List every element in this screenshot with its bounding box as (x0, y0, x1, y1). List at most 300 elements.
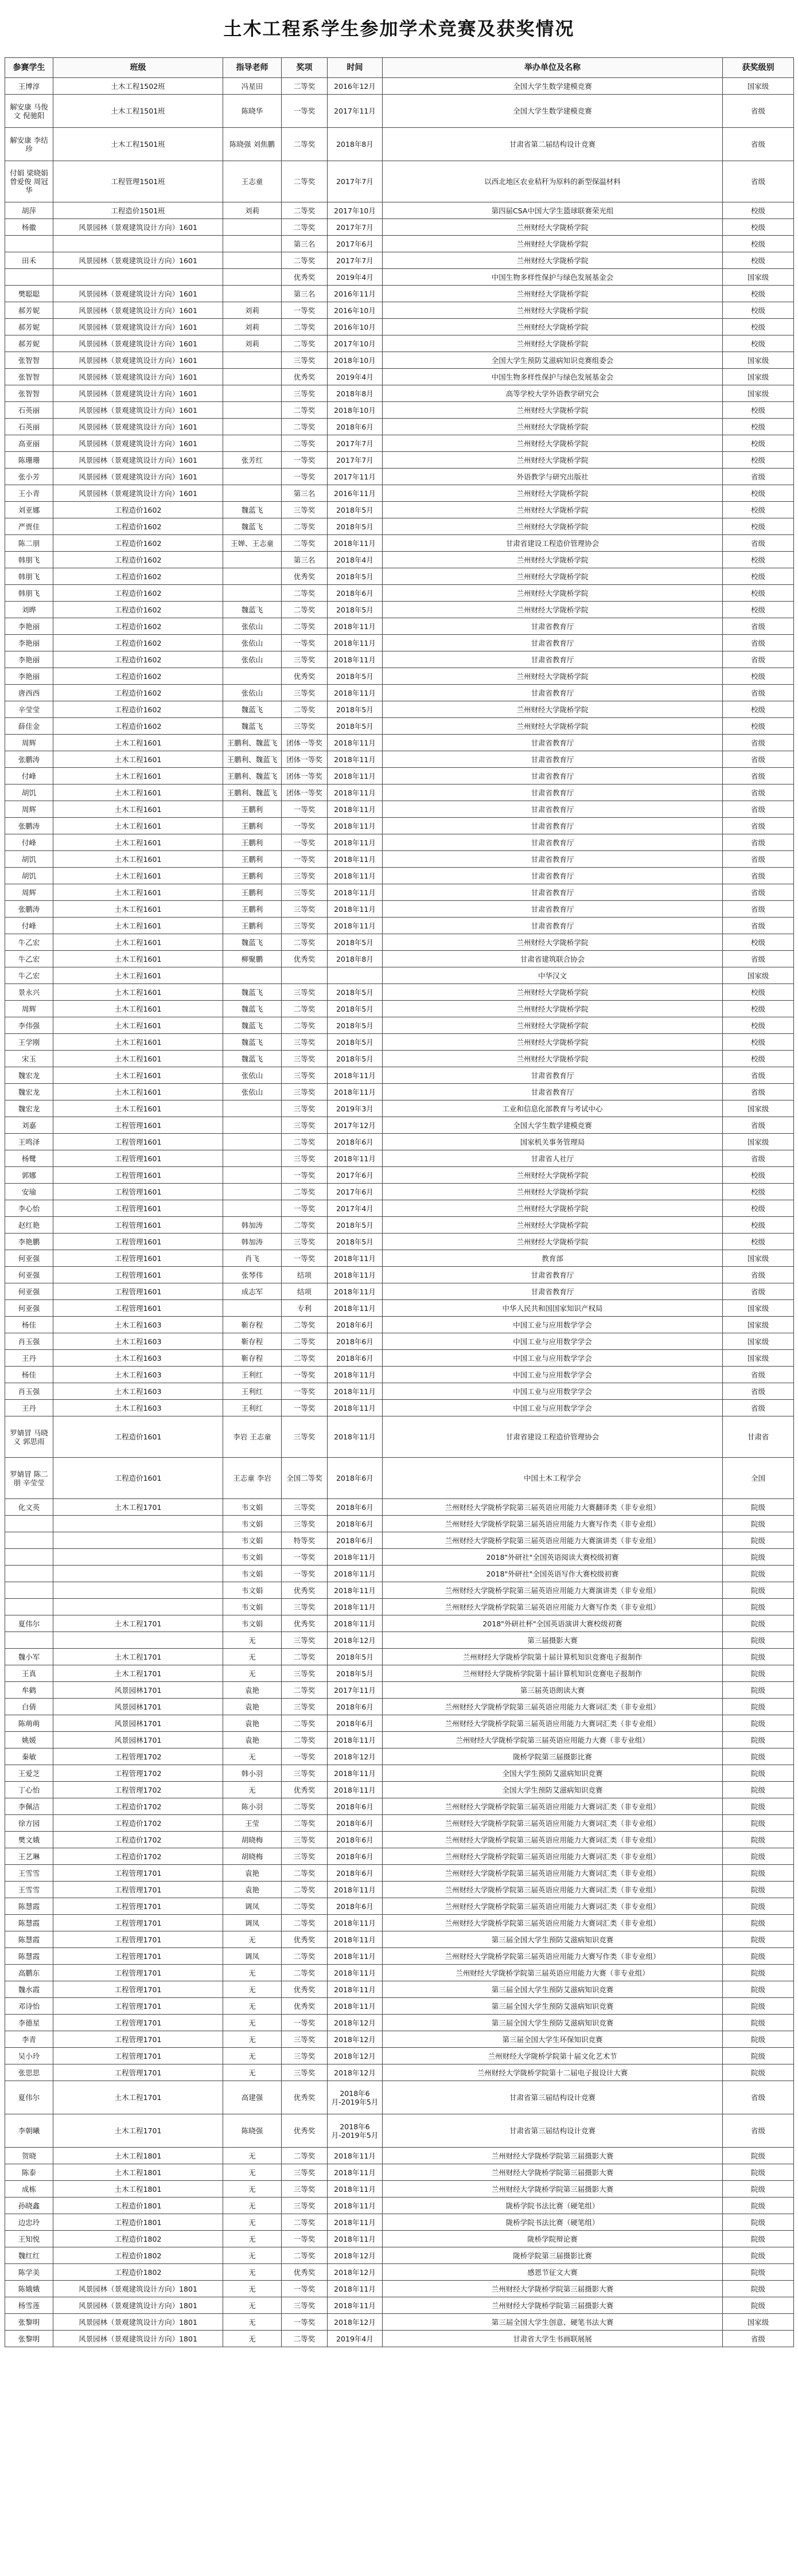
date-cell: 2018年11月 (328, 1732, 383, 1748)
award-cell: 三等奖 (282, 1117, 328, 1134)
table-row (5, 2148, 794, 2164)
advisor-cell: 王鹏利、魏蓝飞 (223, 735, 282, 751)
level-cell: 省级 (723, 818, 794, 834)
class-cell: 工程造价1602 (53, 518, 223, 535)
award-cell: 二等奖 (282, 1317, 328, 1333)
advisor-cell (223, 469, 282, 485)
organizer-cell: 2018"外研社"全国英语写作大赛校级初赛 (383, 1566, 723, 1582)
table-row (5, 1632, 794, 1649)
student-cell: 张黎明 (5, 2314, 53, 2331)
award-cell: 二等奖 (282, 1815, 328, 1832)
date-cell: 2018年12月 (328, 2247, 383, 2264)
student-cell: 胡饥 (5, 868, 53, 884)
date-cell: 2018年11月 (328, 618, 383, 635)
award-cell: 优秀奖 (282, 1582, 328, 1599)
level-cell: 院级 (723, 1582, 794, 1599)
student-cell: 高亚丽 (5, 435, 53, 452)
date-cell: 2018年8月 (328, 128, 383, 161)
class-cell: 风景园林（景观建筑设计方向）1801 (53, 2331, 223, 2347)
award-cell: 结项 (282, 1267, 328, 1283)
award-cell: 一等奖 (282, 635, 328, 651)
table-row (5, 685, 794, 701)
class-cell: 风景园林（景观建筑设计方向）1601 (53, 485, 223, 502)
award-cell: 优秀奖 (282, 1782, 328, 1798)
award-cell: 二等奖 (282, 202, 328, 219)
student-cell: 薛佳金 (5, 718, 53, 735)
award-cell: 二等奖 (282, 1350, 328, 1367)
award-cell: 第三名 (282, 485, 328, 502)
student-cell: 张鹏涛 (5, 818, 53, 834)
student-cell: 景永兴 (5, 984, 53, 1001)
class-cell: 土木工程1601 (53, 1051, 223, 1067)
organizer-cell: 工业和信息化部教育与考试中心 (383, 1100, 723, 1117)
level-cell: 校级 (723, 1217, 794, 1234)
class-cell: 土木工程1601 (53, 751, 223, 768)
level-cell: 省级 (723, 1383, 794, 1400)
class-cell: 工程造价1602 (53, 552, 223, 568)
class-cell: 风景园林1701 (53, 1715, 223, 1732)
advisor-cell (223, 1100, 282, 1117)
student-cell (5, 1532, 53, 1549)
organizer-cell: 甘肃省建筑联合协会 (383, 951, 723, 967)
student-cell: 付峰 (5, 918, 53, 934)
date-cell: 2018年11月 (328, 2297, 383, 2314)
student-cell: 王学刚 (5, 1034, 53, 1051)
table-row (5, 1615, 794, 1632)
organizer-cell: 兰州财经大学陇桥学院第三届摄影大赛 (383, 2297, 723, 2314)
level-cell: 院级 (723, 1665, 794, 1682)
date-cell: 2018年11月 (328, 884, 383, 901)
date-cell: 2018年6月 (328, 1333, 383, 1350)
award-cell: 团体一等奖 (282, 784, 328, 801)
table-row (5, 1350, 794, 1367)
advisor-cell: 靳存程 (223, 1350, 282, 1367)
table-row (5, 2247, 794, 2264)
advisor-cell: 调凤 (223, 1915, 282, 1931)
class-cell: 工程管理1601 (53, 1117, 223, 1134)
level-cell: 甘肃省 (723, 1416, 794, 1458)
advisor-cell: 张依山 (223, 1067, 282, 1084)
student-cell: 李艳鹏 (5, 1234, 53, 1250)
date-cell: 2018年11月 (328, 1416, 383, 1458)
advisor-cell: 陈小羽 (223, 1798, 282, 1815)
advisor-cell: 张依山 (223, 618, 282, 635)
organizer-cell: 兰州财经大学陇桥学院第三届英语应用能力大赛词汇类（非专业组） (383, 1848, 723, 1865)
student-cell: 陈二朋 (5, 535, 53, 552)
table-row (5, 1234, 794, 1250)
level-cell: 校级 (723, 934, 794, 951)
date-cell: 2017年6月 (328, 236, 383, 252)
advisor-cell: 张依山 (223, 1084, 282, 1100)
date-cell: 2018年11月 (328, 1948, 383, 1965)
table-row (5, 2064, 794, 2081)
class-cell: 工程管理1701 (53, 2031, 223, 2048)
student-cell: 牟鹤 (5, 1682, 53, 1699)
class-cell: 工程管理1601 (53, 1283, 223, 1300)
level-cell: 校级 (723, 984, 794, 1001)
level-cell: 国家级 (723, 1100, 794, 1117)
class-cell: 土木工程1601 (53, 818, 223, 834)
class-cell: 土木工程1701 (53, 1665, 223, 1682)
level-cell: 省级 (723, 868, 794, 884)
advisor-cell: 高建强 (223, 2081, 282, 2114)
award-cell: 团体一等奖 (282, 768, 328, 784)
level-cell: 省级 (723, 901, 794, 918)
date-cell: 2018年11月 (328, 784, 383, 801)
level-cell: 校级 (723, 718, 794, 735)
table-row (5, 1067, 794, 1084)
organizer-cell: 兰州财经大学陇桥学院 (383, 585, 723, 602)
advisor-cell: 王鹏利 (223, 851, 282, 868)
student-cell: 李伟强 (5, 1017, 53, 1034)
advisor-cell: 无 (223, 1965, 282, 1981)
award-cell: 三等奖 (282, 2048, 328, 2064)
date-cell: 2017年7月 (328, 452, 383, 469)
level-cell: 校级 (723, 236, 794, 252)
advisor-cell: 无 (223, 2015, 282, 2031)
table-row (5, 1167, 794, 1184)
advisor-cell: 无 (223, 2314, 282, 2331)
class-cell: 风景园林（景观建筑设计方向）1601 (53, 419, 223, 435)
table-row (5, 269, 794, 286)
date-cell: 2018年11月 (328, 1782, 383, 1798)
organizer-cell: 兰州财经大学陇桥学院 (383, 1034, 723, 1051)
advisor-cell: 袁艳 (223, 1715, 282, 1732)
advisor-cell: 韦文娟 (223, 1599, 282, 1615)
level-cell: 全国 (723, 1458, 794, 1499)
advisor-cell (223, 1184, 282, 1200)
organizer-cell: 甘肃省人社厅 (383, 1150, 723, 1167)
class-cell: 土木工程1601 (53, 918, 223, 934)
organizer-cell: 甘肃省建设工程造价管理协会 (383, 1416, 723, 1458)
class-cell: 土木工程1603 (53, 1317, 223, 1333)
class-cell: 风景园林1701 (53, 1732, 223, 1748)
level-cell: 省级 (723, 951, 794, 967)
table-row (5, 1300, 794, 1317)
student-cell: 李朝曦 (5, 2114, 53, 2148)
level-cell: 院级 (723, 2231, 794, 2247)
class-cell: 土木工程1603 (53, 1383, 223, 1400)
advisor-cell: 无 (223, 2264, 282, 2281)
class-cell: 工程管理1701 (53, 1998, 223, 2015)
award-cell: 二等奖 (282, 78, 328, 95)
student-cell: 樊文娥 (5, 1832, 53, 1848)
table-row (5, 768, 794, 784)
organizer-cell: 兰州财经大学陇桥学院第三届英语应用能力大赛词汇类（非专业组） (383, 1815, 723, 1832)
class-cell: 工程造价1802 (53, 2247, 223, 2264)
table-row (5, 1699, 794, 1715)
level-cell: 院级 (723, 1865, 794, 1882)
advisor-cell: 调凤 (223, 1948, 282, 1965)
table-row (5, 1051, 794, 1067)
student-cell: 王真 (5, 1665, 53, 1682)
class-cell: 风景园林（景观建筑设计方向）1601 (53, 219, 223, 236)
award-cell: 三等奖 (282, 2064, 328, 2081)
table-row (5, 78, 794, 95)
organizer-cell: 兰州财经大学陇桥学院第三届英语应用能力大赛演讲类（非专业组） (383, 1582, 723, 1599)
date-cell: 2017年11月 (328, 95, 383, 128)
date-cell: 2018年12月 (328, 1632, 383, 1649)
award-cell: 二等奖 (282, 419, 328, 435)
date-cell: 2018年11月 (328, 818, 383, 834)
award-cell: 三等奖 (282, 1234, 328, 1250)
date-cell: 2018年11月 (328, 735, 383, 751)
table-row (5, 751, 794, 768)
table-row (5, 884, 794, 901)
level-cell: 院级 (723, 1882, 794, 1898)
student-cell: 夏伟尔 (5, 2081, 53, 2114)
class-cell: 风景园林1701 (53, 1699, 223, 1715)
level-cell: 国家级 (723, 1134, 794, 1150)
organizer-cell: 兰州财经大学陇桥学院 (383, 302, 723, 319)
student-cell (5, 236, 53, 252)
award-cell: 优秀奖 (282, 1615, 328, 1632)
award-cell: 二等奖 (282, 252, 328, 269)
class-cell: 土木工程1502班 (53, 78, 223, 95)
level-cell: 院级 (723, 2181, 794, 2198)
date-cell: 2018年11月 (328, 1383, 383, 1400)
level-cell: 国家级 (723, 269, 794, 286)
organizer-cell: 兰州财经大学陇桥学院 (383, 435, 723, 452)
student-cell: 何亚强 (5, 1283, 53, 1300)
level-cell: 省级 (723, 735, 794, 751)
date-cell: 2016年12月 (328, 78, 383, 95)
organizer-cell: 甘肃省第三届结构设计竞赛 (383, 2081, 723, 2114)
organizer-cell: 兰州财经大学陇桥学院 (383, 319, 723, 335)
date-cell: 2018年6月 (328, 1865, 383, 1882)
table-row (5, 1333, 794, 1350)
column-header: 班级 (53, 58, 223, 78)
date-cell: 2018年11月 (328, 1150, 383, 1167)
organizer-cell: 兰州财经大学陇桥学院第三届英语应用能力大赛词汇类（非专业组） (383, 1882, 723, 1898)
advisor-cell: 陈晓华 (223, 95, 282, 128)
student-cell: 陈慧霞 (5, 1898, 53, 1915)
date-cell: 2017年6月 (328, 1184, 383, 1200)
organizer-cell: 中华人民共和国国家知识产权局 (383, 1300, 723, 1317)
advisor-cell: 无 (223, 2164, 282, 2181)
advisor-cell (223, 402, 282, 419)
date-cell: 2016年11月 (328, 485, 383, 502)
advisor-cell: 无 (223, 1931, 282, 1948)
date-cell: 2017年10月 (328, 202, 383, 219)
date-cell: 2018年11月 (328, 1250, 383, 1267)
table-row (5, 1649, 794, 1665)
advisor-cell: 魏蓝飞 (223, 718, 282, 735)
student-cell: 张鹏涛 (5, 751, 53, 768)
class-cell (53, 1632, 223, 1649)
student-cell: 李艳丽 (5, 618, 53, 635)
advisor-cell: 无 (223, 2181, 282, 2198)
date-cell: 2018年11月 (328, 1615, 383, 1632)
class-cell: 风景园林（景观建筑设计方向）1601 (53, 252, 223, 269)
student-cell (5, 1566, 53, 1582)
organizer-cell: 第三届全国大学生预防艾滋病知识竞赛 (383, 1931, 723, 1948)
organizer-cell: 兰州财经大学陇桥学院第三届英语应用能力大赛词汇类（非专业组） (383, 1832, 723, 1848)
organizer-cell: 兰州财经大学陇桥学院 (383, 568, 723, 585)
organizer-cell: 中国工业与应用数学学会 (383, 1350, 723, 1367)
advisor-cell: 张芳红 (223, 452, 282, 469)
award-cell: 三等奖 (282, 1832, 328, 1848)
student-cell: 郝芳妮 (5, 302, 53, 319)
advisor-cell: 无 (223, 2031, 282, 2048)
date-cell: 2018年11月 (328, 2231, 383, 2247)
organizer-cell: 兰州财经大学陇桥学院 (383, 1051, 723, 1067)
advisor-cell: 肖飞 (223, 1250, 282, 1267)
date-cell: 2018年5月 (328, 934, 383, 951)
advisor-cell: 成志军 (223, 1283, 282, 1300)
advisor-cell: 无 (223, 2214, 282, 2231)
table-row (5, 1748, 794, 1765)
student-cell: 张智智 (5, 369, 53, 385)
award-cell: 三等奖 (282, 1067, 328, 1084)
date-cell: 2017年7月 (328, 219, 383, 236)
student-cell: 周辉 (5, 1001, 53, 1017)
level-cell: 省级 (723, 768, 794, 784)
column-header: 奖项 (282, 58, 328, 78)
award-cell: 一等奖 (282, 801, 328, 818)
class-cell: 风景园林（景观建筑设计方向）1601 (53, 385, 223, 402)
award-cell: 全国二等奖 (282, 1458, 328, 1499)
table-row (5, 1532, 794, 1549)
table-row (5, 369, 794, 385)
table-row (5, 2231, 794, 2247)
award-cell: 优秀奖 (282, 1931, 328, 1948)
level-cell: 校级 (723, 402, 794, 419)
date-cell: 2019年4月 (328, 369, 383, 385)
award-cell: 三等奖 (282, 2164, 328, 2181)
student-cell: 王小青 (5, 485, 53, 502)
level-cell: 院级 (723, 2297, 794, 2314)
column-header: 举办单位及名称 (383, 58, 723, 78)
date-cell: 2018年11月 (328, 1549, 383, 1566)
table-row (5, 1001, 794, 1017)
advisor-cell: 袁艳 (223, 1682, 282, 1699)
table-row (5, 485, 794, 502)
level-cell: 国家级 (723, 2314, 794, 2331)
advisor-cell: 魏蓝飞 (223, 518, 282, 535)
student-cell: 王雪雪 (5, 1865, 53, 1882)
student-cell: 李佩洁 (5, 1798, 53, 1815)
date-cell: 2018年11月 (328, 2181, 383, 2198)
level-cell: 省级 (723, 884, 794, 901)
class-cell: 土木工程1601 (53, 834, 223, 851)
award-cell: 二等奖 (282, 1715, 328, 1732)
class-cell: 土木工程1601 (53, 784, 223, 801)
level-cell: 院级 (723, 1782, 794, 1798)
award-cell: 二等奖 (282, 319, 328, 335)
award-cell: 二等奖 (282, 1017, 328, 1034)
date-cell: 2019年4月 (328, 269, 383, 286)
date-cell: 2017年7月 (328, 252, 383, 269)
organizer-cell: 兰州财经大学陇桥学院第三届英语应用能力大赛词汇类（非专业组） (383, 1715, 723, 1732)
level-cell: 国家级 (723, 1300, 794, 1317)
level-cell: 院级 (723, 2148, 794, 2164)
student-cell: 陈萌萌 (5, 1715, 53, 1732)
advisor-cell: 无 (223, 1998, 282, 2015)
table-row (5, 2281, 794, 2297)
organizer-cell: 兰州财经大学陇桥学院第三届英语应用能力大赛词汇类（非专业组） (383, 1915, 723, 1931)
class-cell: 工程管理1701 (53, 1948, 223, 1965)
date-cell: 2018年11月 (328, 1765, 383, 1782)
student-cell: 刘晔 (5, 602, 53, 618)
advisor-cell: 李岩 王志童 (223, 1416, 282, 1458)
organizer-cell: 全国大学生预防艾滋病知识竞赛组委会 (383, 352, 723, 369)
advisor-cell: 魏蓝飞 (223, 502, 282, 518)
class-cell: 土木工程1601 (53, 735, 223, 751)
level-cell: 院级 (723, 1948, 794, 1965)
date-cell: 2018年5月 (328, 1001, 383, 1017)
advisor-cell: 陈晓强 刘焦鹏 (223, 128, 282, 161)
level-cell: 省级 (723, 161, 794, 202)
organizer-cell: 兰州财经大学陇桥学院 (383, 419, 723, 435)
student-cell: 李德星 (5, 2015, 53, 2031)
date-cell: 2018年6月-2019年5月 (328, 2081, 383, 2114)
advisor-cell: 王利红 (223, 1367, 282, 1383)
date-cell: 2016年10月 (328, 319, 383, 335)
advisor-cell: 无 (223, 1748, 282, 1765)
class-cell: 工程管理1701 (53, 2064, 223, 2081)
class-cell: 土木工程1601 (53, 967, 223, 984)
class-cell: 工程造价1702 (53, 1815, 223, 1832)
class-cell: 工程造价1602 (53, 502, 223, 518)
table-row (5, 286, 794, 302)
award-cell: 三等奖 (282, 918, 328, 934)
date-cell: 2018年6月 (328, 1350, 383, 1367)
class-cell: 工程管理1601 (53, 1217, 223, 1234)
advisor-cell: 张依山 (223, 635, 282, 651)
student-cell: 夏伟尔 (5, 1615, 53, 1632)
table-row (5, 1715, 794, 1732)
advisor-cell: 王鹏利、魏蓝飞 (223, 784, 282, 801)
level-cell: 院级 (723, 1649, 794, 1665)
date-cell: 2018年11月 (328, 1400, 383, 1416)
advisor-cell (223, 585, 282, 602)
advisor-cell: 王利红 (223, 1383, 282, 1400)
date-cell: 2018年11月 (328, 868, 383, 884)
award-cell: 优秀奖 (282, 369, 328, 385)
date-cell: 2018年5月 (328, 518, 383, 535)
advisor-cell (223, 252, 282, 269)
class-cell: 工程管理1601 (53, 1134, 223, 1150)
student-cell: 韩朋飞 (5, 552, 53, 568)
level-cell: 国家级 (723, 1333, 794, 1350)
table-row (5, 2331, 794, 2347)
table-row (5, 518, 794, 535)
table-row (5, 502, 794, 518)
level-cell: 院级 (723, 1732, 794, 1748)
date-cell: 2018年6月 (328, 1699, 383, 1715)
date-cell: 2018年4月 (328, 552, 383, 568)
class-cell: 土木工程1601 (53, 768, 223, 784)
level-cell: 校级 (723, 335, 794, 352)
date-cell: 2018年6月 (328, 585, 383, 602)
student-cell: 贺晓 (5, 2148, 53, 2164)
organizer-cell: 甘肃省教育厅 (383, 685, 723, 701)
class-cell: 工程管理1601 (53, 1167, 223, 1184)
advisor-cell (223, 1134, 282, 1150)
organizer-cell: 兰州财经大学陇桥学院 (383, 452, 723, 469)
advisor-cell: 刘莉 (223, 302, 282, 319)
date-cell: 2018年6月 (328, 1898, 383, 1915)
organizer-cell: 甘肃省教育厅 (383, 801, 723, 818)
organizer-cell: 兰州财经大学陇桥学院第三届英语应用能力大赛翻译类（非专业组） (383, 1499, 723, 1516)
advisor-cell: 无 (223, 1665, 282, 1682)
organizer-cell: 甘肃省教育厅 (383, 1267, 723, 1283)
student-cell: 杨佳 (5, 1317, 53, 1333)
level-cell: 国家级 (723, 369, 794, 385)
class-cell: 风景园林（景观建筑设计方向）1601 (53, 335, 223, 352)
advisor-cell: 无 (223, 1981, 282, 1998)
